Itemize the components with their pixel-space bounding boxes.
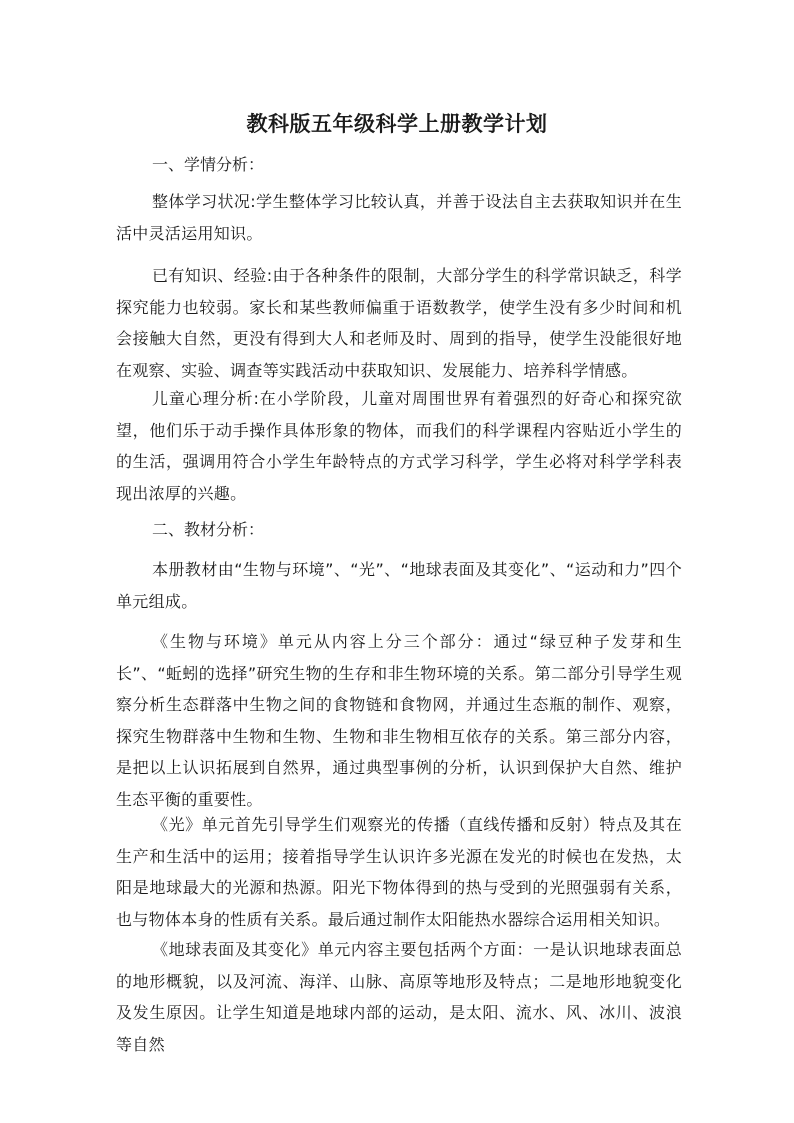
paragraph-prior-knowledge: 已有知识、经验:由于各种条件的限制，大部分学生的科学常识缺乏，科学探究能力也较弱。家长和某些教师偏重于语数教学，使学生没有多少时间和机会接触大自然，更没有得到大人和老师及时、周到的指导，使学生没能很好地在观察、实验、调查等实践活动中获取知识、发展能力、培养科学情感。 <box>116 266 682 380</box>
paragraph-unit-light: 《光》单元首先引导学生们观察光的传播（直线传播和反射）特点及其在生产和生活中的运用；接着指导学生认识许多光源在发光的时候也在发热，太阳是地球最大的光源和热源。阳光下物体得到的热与受到的光照强弱有关系，也与物体本身的性质有关系。最后通过制作太阳能热水器综合运用相关知识。 <box>116 815 682 929</box>
paragraph-unit-organisms-environment: 《生物与环境》单元从内容上分三个部分：通过“绿豆种子发芽和生长”、“蚯蚓的选择”研究生物的生存和非生物环境的关系。第二部分引导学生观察分析生态群落中生物之间的食物链和食物网，并通过生态瓶的制作、观察，探究生物群落中生物和生物、生物和非生物相互依存的关系。第三部分内容，是把以上认识拓展到自然界，通过典型事例的分析，认识到保护大自然、维护生态平衡的重要性。 <box>116 632 682 809</box>
paragraph-child-psychology: 儿童心理分析:在小学阶段，儿童对周围世界有着强烈的好奇心和探究欲望，他们乐于动手操作具体形象的物体，而我们的科学课程内容贴近小学生的的生活，强调用符合小学生年龄特点的方式学习科学，学生必将对科学学科表现出浓厚的兴趣。 <box>116 389 682 503</box>
section-heading-student-analysis: 一、学情分析： <box>152 155 265 174</box>
paragraph-overall-learning: 整体学习状况:学生整体学习比较认真，并善于设法自主去获取知识并在生活中灵活运用知识。 <box>116 192 682 243</box>
paragraph-textbook-overview: 本册教材由“生物与环境”、“光”、“地球表面及其变化”、“运动和力”四个单元组成。 <box>116 560 682 611</box>
section-heading-textbook-analysis: 二、教材分析： <box>152 520 265 539</box>
page-title: 教科版五年级科学上册教学计划 <box>246 112 548 136</box>
paragraph-unit-earth-surface: 《地球表面及其变化》单元内容主要包括两个方面：一是认识地球表面总的地形概貌，以及河流、海洋、山脉、高原等地形及特点；二是地形地貌变化及发生原因。让学生知道是地球内部的运动，是太阳、流水、风、冰川、波浪等自然 <box>116 940 682 1054</box>
